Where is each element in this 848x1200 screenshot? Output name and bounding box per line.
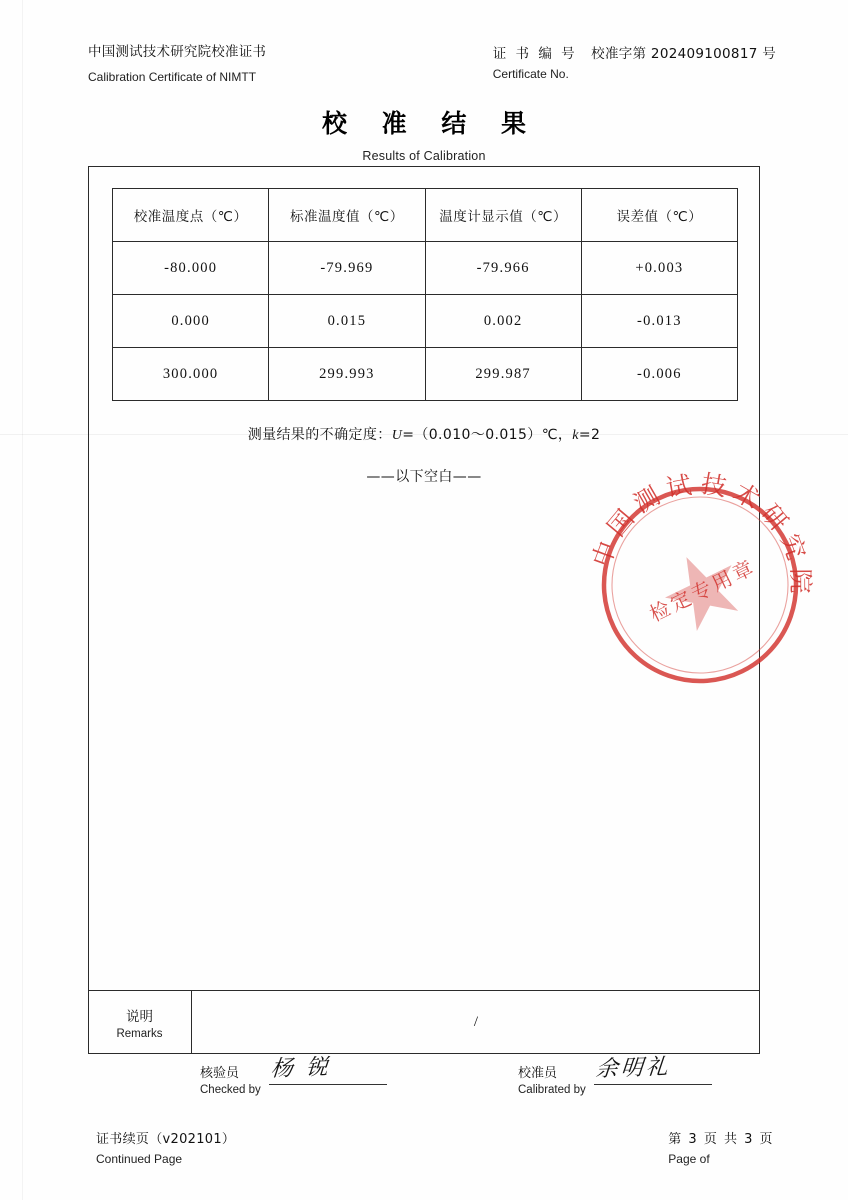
cell-temp-point: 0.000 bbox=[113, 295, 269, 348]
checked-by-signature-line bbox=[269, 1054, 387, 1085]
cell-indicated-value: 0.002 bbox=[425, 295, 581, 348]
cell-error-value: +0.003 bbox=[581, 242, 737, 295]
table-row bbox=[113, 295, 738, 348]
blank-below-note: ——以下空白—— bbox=[366, 469, 482, 485]
cell-temp-point: -80.000 bbox=[113, 242, 269, 295]
coverage-factor-value: =2 bbox=[578, 427, 601, 443]
uncertainty-note bbox=[0, 424, 848, 444]
svg-text:中国测试技术研究院: 中国测试技术研究院 bbox=[586, 468, 816, 601]
cell-standard-value: 0.015 bbox=[269, 295, 425, 348]
page-title-en: Results of Calibration bbox=[362, 149, 486, 163]
continued-page-cn: 证书续页（v202101） bbox=[96, 1132, 236, 1147]
cell-indicated-value: -79.966 bbox=[425, 242, 581, 295]
page-title bbox=[0, 104, 848, 163]
column-header-indicated-value: 温度计显示值（℃） bbox=[425, 189, 581, 242]
page-footer bbox=[96, 1128, 788, 1174]
calibrated-by-label-en: Calibrated by bbox=[518, 1084, 586, 1096]
organization-name-en: Calibration Certificate of NIMTT bbox=[88, 69, 257, 84]
remarks-value: / bbox=[473, 1014, 479, 1030]
calibrated-by-block bbox=[518, 1054, 712, 1096]
table-row bbox=[113, 348, 738, 401]
footer-left bbox=[96, 1128, 235, 1166]
cell-standard-value: -79.969 bbox=[269, 242, 425, 295]
page-number-en: Page of bbox=[668, 1152, 710, 1166]
issuing-organization bbox=[88, 42, 266, 87]
page-number-cn: 第 3 页 共 3 页 bbox=[668, 1132, 774, 1147]
table-header-row bbox=[113, 189, 738, 242]
footer-right bbox=[668, 1128, 774, 1166]
remarks-row bbox=[88, 990, 760, 1054]
calibration-results-table bbox=[112, 188, 738, 401]
uncertainty-value: =（0.010～0.015）℃， bbox=[402, 427, 573, 443]
cell-error-value: -0.006 bbox=[581, 348, 737, 401]
calibrated-by-signature-line bbox=[594, 1054, 712, 1085]
cell-indicated-value: 299.987 bbox=[425, 348, 581, 401]
coverage-factor-symbol: k bbox=[572, 428, 579, 443]
uncertainty-symbol: U bbox=[391, 428, 403, 443]
checked-by-label bbox=[200, 1062, 261, 1096]
calibrated-by-signature: 余明礼 bbox=[594, 1054, 672, 1083]
column-header-standard-value: 标准温度值（℃） bbox=[269, 189, 425, 242]
page-title-cn: 校 准 结 果 bbox=[321, 109, 540, 138]
cell-error-value: -0.013 bbox=[581, 295, 737, 348]
checked-by-signature: 杨 锐 bbox=[269, 1054, 332, 1083]
calibrated-by-label bbox=[518, 1062, 586, 1096]
remarks-label bbox=[88, 991, 192, 1054]
remarks-label-cn: 说明 bbox=[126, 1009, 153, 1025]
certificate-number-label-cn: 证 书 编 号 bbox=[492, 46, 578, 62]
certificate-number-block bbox=[493, 42, 776, 81]
checked-by-label-cn: 核验员 bbox=[200, 1066, 240, 1081]
table-row bbox=[113, 242, 738, 295]
column-header-temp-point: 校准温度点（℃） bbox=[113, 189, 269, 242]
cell-temp-point: 300.000 bbox=[113, 348, 269, 401]
svg-text:检定专用章: 检定专用章 bbox=[645, 554, 760, 627]
signature-area bbox=[88, 1054, 760, 1114]
remarks-label-en: Remarks bbox=[116, 1028, 163, 1040]
cell-standard-value: 299.993 bbox=[269, 348, 425, 401]
checked-by-label-en: Checked by bbox=[200, 1084, 261, 1096]
scan-fold-line bbox=[22, 0, 23, 1200]
page-header bbox=[88, 42, 788, 94]
checked-by-block bbox=[200, 1054, 387, 1096]
column-header-error-value: 误差值（℃） bbox=[581, 189, 737, 242]
calibrated-by-label-cn: 校准员 bbox=[518, 1066, 558, 1081]
certificate-number-value: 校准字第 202409100817 号 bbox=[591, 46, 776, 62]
continued-page-en: Continued Page bbox=[96, 1152, 183, 1166]
certificate-number-label-en: Certificate No. bbox=[492, 67, 569, 81]
uncertainty-prefix: 测量结果的不确定度： bbox=[247, 427, 392, 443]
certificate-number-row bbox=[493, 42, 776, 62]
organization-name-cn: 中国测试技术研究院校准证书 bbox=[88, 44, 267, 60]
